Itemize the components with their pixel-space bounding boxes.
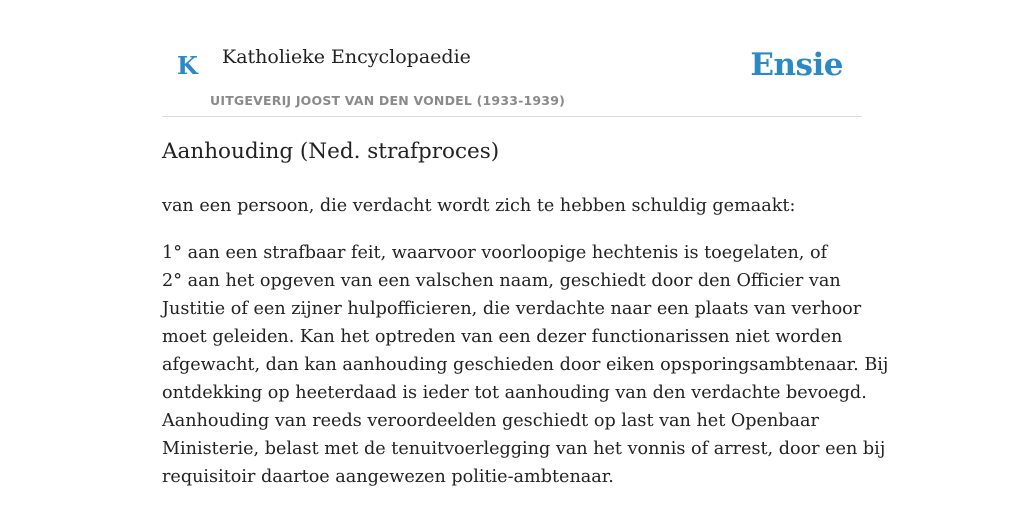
article-line: ontdekking op heeterdaad is ieder tot aanhouding van den verdachte bevoegd. (162, 383, 867, 403)
encyclopedia-logo[interactable]: K (177, 51, 198, 80)
article-line: 2° aan het opgeven van een valschen naam, geschiedt door den Officier van (162, 271, 841, 291)
article-title: Aanhouding (Ned. strafproces) (162, 139, 500, 164)
article-line: Justitie of een zijner hulpofficieren, die verdachte naar een plaats van verhoor (162, 299, 862, 319)
article-body (162, 239, 889, 491)
article-line: Ministerie, belast met de tenuitvoerlegging van het vonnis of arrest, door een bij (162, 439, 886, 459)
page (162, 0, 889, 512)
article-line: requisitoir daartoe aangewezen politie-ambtenaar. (162, 467, 614, 487)
publisher-label: UITGEVERIJ JOOST VAN DEN VONDEL (1933-1939) (210, 93, 566, 108)
article-line: afgewacht, dan kan aanhouding geschieden door eiken opsporingsambtenaar. Bij (162, 355, 889, 375)
article-line: moet geleiden. Kan het optreden van een dezer functionarissen niet worden (162, 327, 843, 347)
article-line: 1° aan een strafbaar feit, waarvoor voorloopige hechtenis is toegelaten, of (162, 243, 828, 263)
article-line: Aanhouding van reeds veroordeelden geschiedt op last van het Openbaar (162, 411, 819, 431)
brand-logo[interactable]: Ensie (750, 47, 843, 83)
encyclopedia-title[interactable]: Katholieke Encyclopaedie (222, 46, 471, 68)
article-lead: van een persoon, die verdacht wordt zich te hebben schuldig gemaakt: (162, 196, 796, 216)
site-header (162, 0, 862, 117)
